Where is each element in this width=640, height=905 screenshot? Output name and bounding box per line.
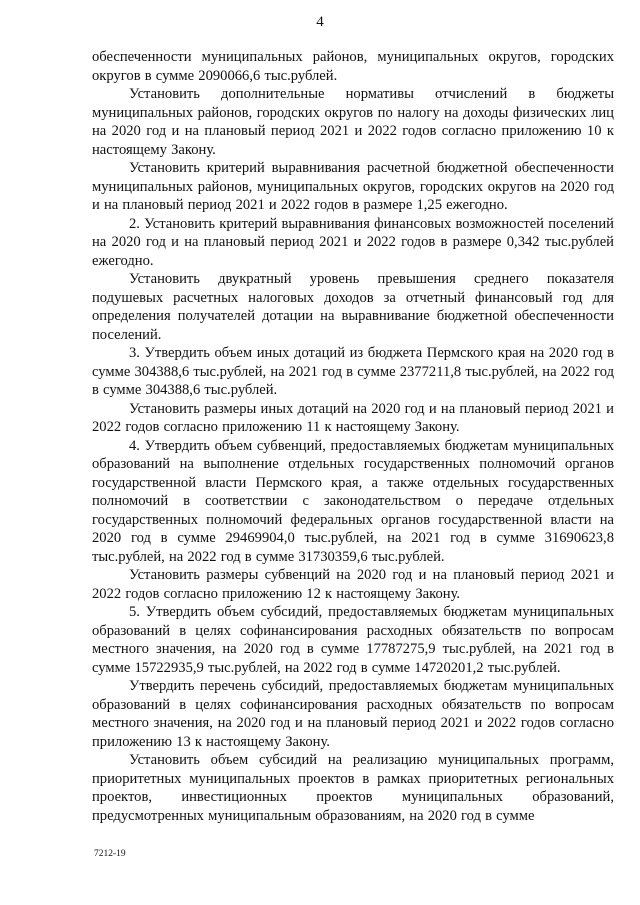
paragraph: Установить двукратный уровень превышения среднего показателя подушевых расчетных налоговых доходов за отчетный финансовый год для определения получателей дотации на выравнивание бюджетной обеспеченности поселений. <box>92 271 614 343</box>
paragraph: 3. Утвердить объем иных дотаций из бюджета Пермского края на 2020 год в сумме 304388,6 тыс.рублей, на 2021 год в сумме 2377211,8 тыс.рублей, на 2022 год в сумме 304388,6 тыс.рублей. <box>92 345 614 398</box>
paragraph: 4. Утвердить объем субвенций, предоставляемых бюджетам муниципальных образований на выполнение отдельных государственных полномочий органов государственной власти Пермского края, а также отдельных государственных полномочий в соответствии с законодательством о передаче отдельных государственных полномочий федеральных органов государственной власти на 2020 год в сумме 29469904,0 тыс.рублей, на 2021 год в сумме 31690623,8 тыс.рублей, на 2022 год в сумме 31730359,6 тыс.рублей. <box>92 437 614 565</box>
page-number: 4 <box>316 14 324 30</box>
paragraph: Установить критерий выравнивания расчетной бюджетной обеспеченности муниципальных районов, муниципальных округов, городских округов на 2020 год и на плановый период 2021 и 2022 годов в размере 1,25 ежегодно. <box>92 160 614 213</box>
paragraph: Установить размеры субвенций на 2020 год и на плановый период 2021 и 2022 годов согласно приложению 12 к настоящему Закону. <box>92 567 614 602</box>
paragraph: Установить дополнительные нормативы отчислений в бюджеты муниципальных районов, городских округов по налогу на доходы физических лиц на 2020 год и на плановый период 2021 и 2022 годов согласно приложению 10 к настоящему Закону. <box>92 86 614 158</box>
document-code: 7212-19 <box>94 849 126 859</box>
document-body <box>92 48 614 825</box>
paragraph: Установить объем субсидий на реализацию муниципальных программ, приоритетных муниципальных проектов в рамках приоритетных региональных проектов, инвестиционных проектов муниципальных образований, предусмотренных муниципальным образованиям, на 2020 год в сумме <box>92 752 614 824</box>
paragraph: 2. Установить критерий выравнивания финансовых возможностей поселений на 2020 год и на плановый период 2021 и 2022 годов в размере 0,342 тыс.рублей ежегодно. <box>92 215 614 269</box>
paragraph: Установить размеры иных дотаций на 2020 год и на плановый период 2021 и 2022 годов согласно приложению 11 к настоящему Закону. <box>92 400 614 435</box>
paragraph: 5. Утвердить объем субсидий, предоставляемых бюджетам муниципальных образований в целях софинансирования расходных обязательств по вопросам местного значения, на 2020 год в сумме 17787275,9 тыс.рублей, на 2021 год в сумме 15722935,9 тыс.рублей, на 2022 год в сумме 14720201,2 тыс.рублей. <box>92 604 614 676</box>
paragraph: обеспеченности муниципальных районов, муниципальных округов, городских округов в сумме 2090066,6 тыс.рублей. <box>92 49 614 84</box>
paragraph: Утвердить перечень субсидий, предоставляемых бюджетам муниципальных образований в целях софинансирования расходных обязательств по вопросам местного значения, на 2020 год и на плановый период 2021 и 2022 годов согласно приложению 13 к настоящему Закону. <box>92 678 614 750</box>
